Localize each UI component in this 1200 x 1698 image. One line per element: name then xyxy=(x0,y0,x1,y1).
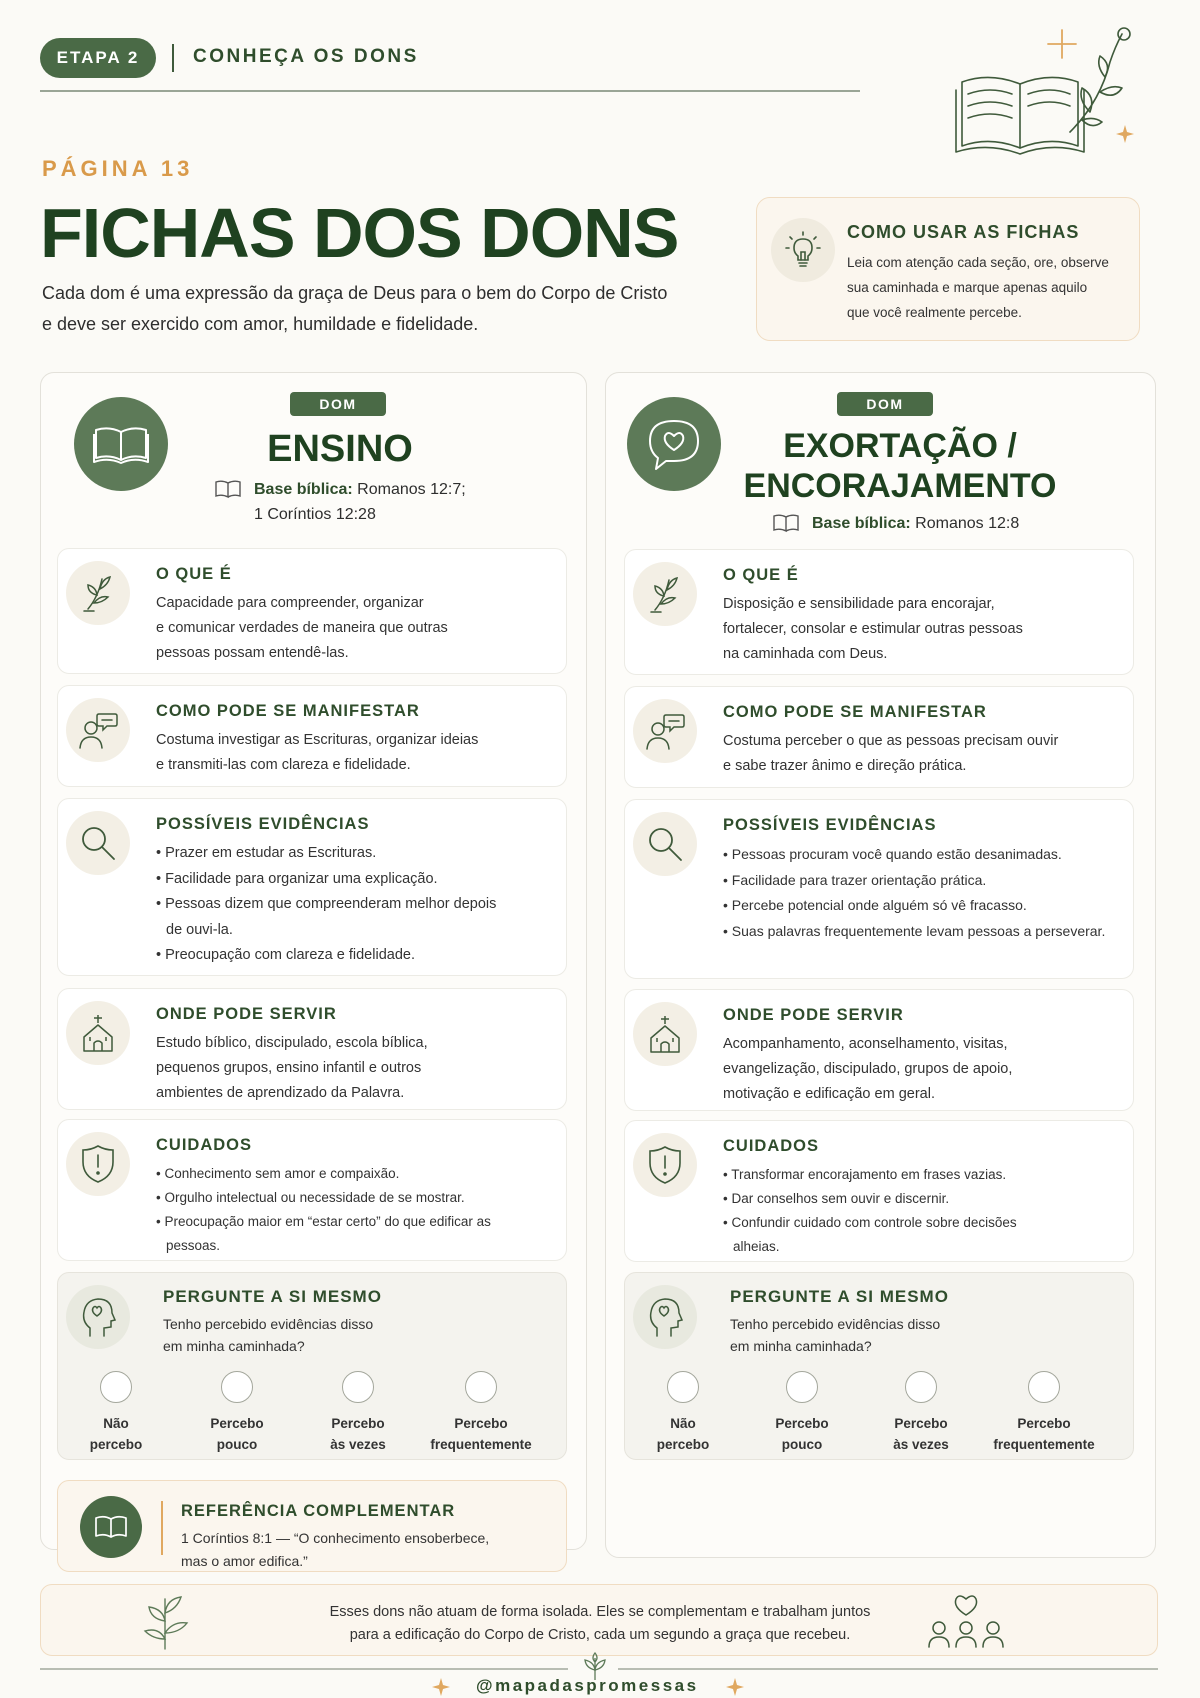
self-check-question: Tenho percebido evidências disso em minha caminhada? xyxy=(730,1316,941,1354)
self-check-title: PERGUNTE A SI MESMO xyxy=(730,1287,949,1306)
chat-heart-icon xyxy=(627,397,721,491)
list-item: • Prazer em estudar as Escrituras. xyxy=(156,841,501,867)
list-item: • Pessoas dizem que compreenderam melhor depois de ouvi-la. xyxy=(156,892,501,943)
where-serve-card xyxy=(624,989,1134,1111)
book-icon xyxy=(80,1496,142,1558)
book-icon xyxy=(214,479,242,499)
list-item: • Conhecimento sem amor e compaixão. xyxy=(156,1162,516,1186)
option-percebo-pouco[interactable]: Percebo pouco xyxy=(747,1371,857,1455)
how-to-use-box xyxy=(756,197,1140,341)
open-book-branch-illustration xyxy=(950,22,1140,157)
reference-divider xyxy=(161,1501,163,1555)
where-serve-card xyxy=(57,988,567,1110)
sparkle-icon xyxy=(432,1678,450,1696)
evidences-card xyxy=(624,799,1134,979)
radio-circle[interactable] xyxy=(221,1371,253,1403)
list-item: • Pessoas procuram você quando estão desanimadas. xyxy=(723,842,1118,868)
sparkle-icon xyxy=(726,1678,744,1696)
dom-tag: DOM xyxy=(837,392,933,416)
sprout-icon xyxy=(66,561,130,625)
people-talk-icon xyxy=(66,698,130,762)
biblical-base-cont: 1 Coríntios 12:28 xyxy=(254,506,376,523)
footer-note-box xyxy=(40,1584,1158,1656)
list-item: • Preocupação com clareza e fidelidade. xyxy=(156,943,501,969)
people-talk-icon xyxy=(633,699,697,763)
manifest-card xyxy=(624,686,1134,788)
reference-title: REFERÊNCIA COMPLEMENTAR xyxy=(181,1502,456,1520)
shield-alert-icon xyxy=(66,1132,130,1196)
list-item: • Facilidade para organizar uma explicação. xyxy=(156,867,501,893)
where-serve-title: ONDE PODE SERVIR xyxy=(156,1005,337,1023)
sprout-icon xyxy=(633,562,697,626)
radio-circle[interactable] xyxy=(1028,1371,1060,1403)
biblical-base: Base bíblica: Romanos 12:8 xyxy=(812,515,1020,532)
self-check-title: PERGUNTE A SI MESMO xyxy=(163,1287,382,1306)
biblical-base: Base bíblica: Romanos 12:7; xyxy=(254,481,466,498)
magnifier-icon xyxy=(66,811,130,875)
footer-rule-right xyxy=(618,1668,1158,1670)
what-is-card xyxy=(624,549,1134,675)
intro-text: Cada dom é uma expressão da graça de Deus para o bem do Corpo de Cristo e deve ser exercido com amor, humildade e fidelidade. xyxy=(42,283,668,334)
church-icon xyxy=(633,1002,697,1066)
list-item: • Dar conselhos sem ouvir e discernir. xyxy=(723,1187,1053,1211)
dom-tag: DOM xyxy=(290,392,386,416)
list-item: • Transformar encorajamento em frases vazias. xyxy=(723,1163,1053,1187)
what-is-title: O QUE É xyxy=(156,565,232,583)
church-icon xyxy=(66,1001,130,1065)
cautions-list xyxy=(723,1163,1053,1259)
manifest-text: Costuma perceber o que as pessoas precisam ouvir e sabe trazer ânimo e direção prática. xyxy=(723,733,1059,774)
cautions-title: CUIDADOS xyxy=(156,1136,253,1154)
manifest-title: COMO PODE SE MANIFESTAR xyxy=(723,703,987,721)
book-icon xyxy=(74,397,168,491)
social-handle[interactable]: @mapadaspromessas xyxy=(476,1676,699,1695)
shield-alert-icon xyxy=(633,1133,697,1197)
community-heart-icon xyxy=(921,1591,1011,1651)
self-check-question: Tenho percebido evidências disso em minha caminhada? xyxy=(163,1316,374,1354)
where-serve-text: Acompanhamento, aconselhamento, visitas, evangelização, discipulado, grupos de apoio, motivação e edificação em geral. xyxy=(723,1036,1013,1102)
option-nao-percebo[interactable]: Não percebo xyxy=(61,1371,171,1455)
what-is-card xyxy=(57,548,567,674)
manifest-title: COMO PODE SE MANIFESTAR xyxy=(156,702,420,720)
radio-circle[interactable] xyxy=(465,1371,497,1403)
head-heart-icon xyxy=(66,1285,130,1349)
list-item: • Preocupação maior em “estar certo” do que edificar as pessoas. xyxy=(156,1210,516,1258)
radio-circle[interactable] xyxy=(786,1371,818,1403)
list-item: • Facilidade para trazer orientação prática. xyxy=(723,868,1118,894)
cautions-list xyxy=(156,1162,516,1258)
self-check-card xyxy=(624,1272,1134,1460)
footer-rule-left xyxy=(40,1668,568,1670)
reference-text: 1 Coríntios 8:1 — “O conhecimento ensoberbece, mas o amor edifica.” xyxy=(181,1530,490,1569)
evidences-title: POSSÍVEIS EVIDÊNCIAS xyxy=(723,816,937,834)
head-heart-icon xyxy=(633,1285,697,1349)
radio-circle[interactable] xyxy=(905,1371,937,1403)
option-percebo-as-vezes[interactable]: Percebo às vezes xyxy=(303,1371,413,1455)
reference-card xyxy=(57,1480,567,1572)
gift-name: EXORTAÇÃO / ENCORAJAMENTO xyxy=(743,427,1057,505)
page-number: PÁGINA 13 xyxy=(42,156,194,181)
manifest-card xyxy=(57,685,567,787)
what-is-text: Disposição e sensibilidade para encorajar, fortalecer, consolar e estimular outras pessoas na caminhada com Deus. xyxy=(723,596,1023,662)
option-percebo-frequentemente[interactable]: Percebo frequentemente xyxy=(426,1371,536,1455)
header-divider xyxy=(172,44,174,72)
radio-circle[interactable] xyxy=(100,1371,132,1403)
evidences-title: POSSÍVEIS EVIDÊNCIAS xyxy=(156,815,370,833)
lightbulb-icon xyxy=(771,218,835,282)
cautions-title: CUIDADOS xyxy=(723,1137,820,1155)
header-rule xyxy=(40,90,860,92)
option-nao-percebo[interactable]: Não percebo xyxy=(628,1371,738,1455)
gift-name: ENSINO xyxy=(267,428,413,470)
what-is-text: Capacidade para compreender, organizar e comunicar verdades de maneira que outras pessoas possam entendê-las. xyxy=(156,595,448,661)
manifest-text: Costuma investigar as Escrituras, organizar ideias e transmiti-las com clareza e fidelidade. xyxy=(156,732,479,773)
evidences-card xyxy=(57,798,567,976)
how-to-use-title: COMO USAR AS FICHAS xyxy=(847,222,1080,242)
list-item: • Percebe potencial onde alguém só vê fracasso. xyxy=(723,893,1118,919)
what-is-title: O QUE É xyxy=(723,566,799,584)
radio-circle[interactable] xyxy=(342,1371,374,1403)
magnifier-icon xyxy=(633,812,697,876)
footer-text: Esses dons não atuam de forma isolada. Eles se complementam e trabalham juntos para a edificação do Corpo de Cristo, cada um segundo a graça que recebeu. xyxy=(329,1604,871,1643)
self-check-card xyxy=(57,1272,567,1460)
option-percebo-as-vezes[interactable]: Percebo às vezes xyxy=(866,1371,976,1455)
cautions-card xyxy=(57,1119,567,1261)
evidences-list xyxy=(156,841,501,969)
list-item: • Confundir cuidado com controle sobre decisões alheias. xyxy=(723,1211,1053,1259)
evidences-list xyxy=(723,842,1118,944)
section-title: CONHEÇA OS DONS xyxy=(193,46,419,67)
book-icon xyxy=(772,513,800,533)
where-serve-title: ONDE PODE SERVIR xyxy=(723,1006,904,1024)
how-to-use-text: Leia com atenção cada seção, ore, observe sua caminhada e marque apenas aquilo que você realmente percebe. xyxy=(847,255,1109,320)
list-item: • Orgulho intelectual ou necessidade de se mostrar. xyxy=(156,1186,516,1210)
option-percebo-pouco[interactable]: Percebo pouco xyxy=(182,1371,292,1455)
step-badge: ETAPA 2 xyxy=(40,38,156,78)
list-item: • Suas palavras frequentemente levam pessoas a perseverar. xyxy=(723,919,1118,945)
cautions-card xyxy=(624,1120,1134,1262)
page-title: FICHAS DOS DONS xyxy=(40,194,679,272)
option-percebo-frequentemente[interactable]: Percebo frequentemente xyxy=(989,1371,1099,1455)
radio-circle[interactable] xyxy=(667,1371,699,1403)
where-serve-text: Estudo bíblico, discipulado, escola bíblica, pequenos grupos, ensino infantil e outros ambientes de aprendizado da Palavra. xyxy=(156,1035,428,1101)
